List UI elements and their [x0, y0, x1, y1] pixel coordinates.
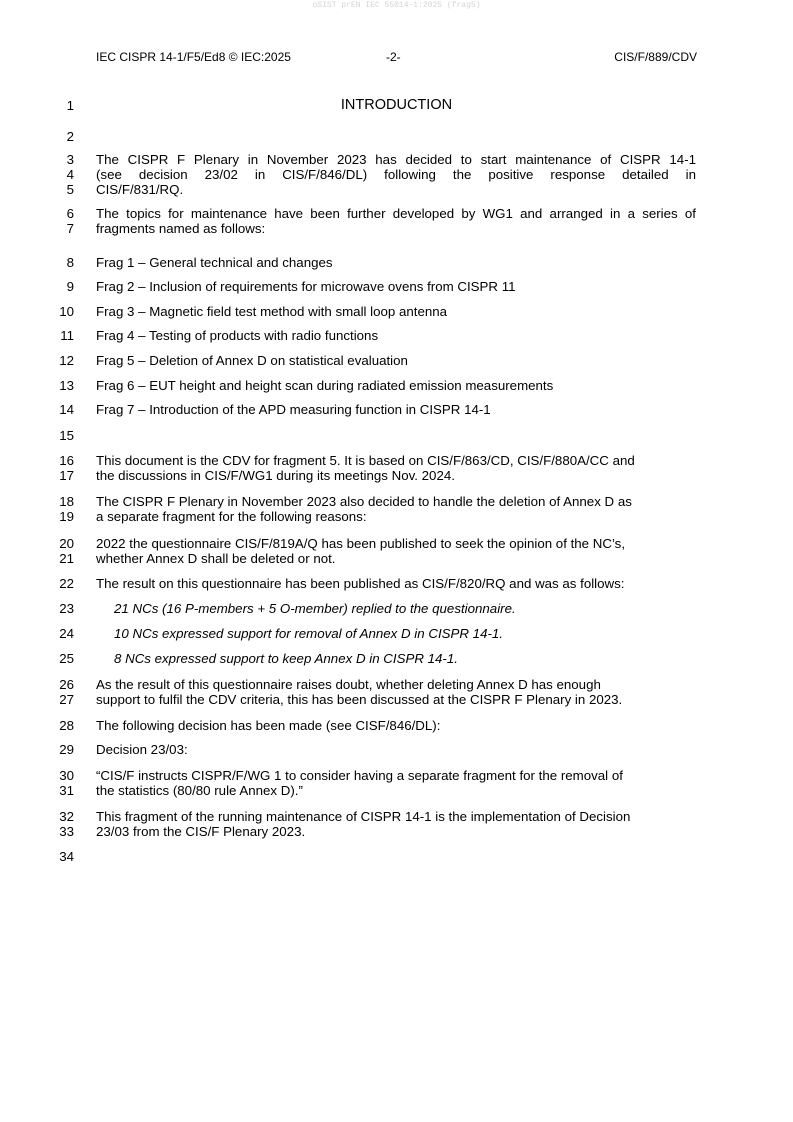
line-number: 15 — [59, 428, 74, 443]
paragraph-line: whether Annex D shall be deleted or not. — [96, 551, 336, 566]
paragraph-line: (see decision 23/02 in CIS/F/846/DL) following the positive response detailed in — [96, 167, 696, 182]
line-number: 7 — [66, 221, 74, 236]
fragment-list-item: Frag 3 – Magnetic field test method with small loop antenna — [96, 304, 448, 319]
watermark: oSIST prEN IEC 55014-1:2025 (frag5) — [312, 1, 481, 10]
line-number: 2 — [66, 129, 74, 144]
line-number: 28 — [59, 718, 74, 733]
line-number: 8 — [66, 255, 74, 270]
line-number: 14 — [59, 402, 74, 417]
paragraph-line: The result on this questionnaire has been published as CIS/F/820/RQ and was as follows: — [96, 576, 625, 591]
line-number: 5 — [66, 182, 74, 197]
line-number: 33 — [59, 824, 74, 839]
line-number: 20 — [59, 536, 74, 551]
line-number: 23 — [59, 601, 74, 616]
line-number: 3 — [66, 152, 74, 167]
line-number: 9 — [66, 279, 74, 294]
fragment-list-item: Frag 7 – Introduction of the APD measuring function in CISPR 14-1 — [96, 402, 491, 417]
fragment-list-item: Frag 6 – EUT height and height scan during radiated emission measurements — [96, 378, 554, 393]
paragraph-line: Decision 23/03: — [96, 742, 188, 757]
line-number: 32 — [59, 809, 74, 824]
paragraph-line: 2022 the questionnaire CIS/F/819A/Q has been published to seek the opinion of the NC’s, — [96, 536, 626, 551]
paragraph-line: support to fulfil the CDV criteria, this has been discussed at the CISPR F Plenary in 2023. — [96, 692, 623, 707]
line-number: 4 — [66, 167, 74, 182]
result-item: 8 NCs expressed support to keep Annex D in CISPR 14-1. — [114, 651, 458, 666]
line-number: 22 — [59, 576, 74, 591]
paragraph-line: The CISPR F Plenary in November 2023 has decided to start maintenance of CISPR 14-1 — [96, 152, 696, 167]
line-number: 30 — [59, 768, 74, 783]
fragment-list-item: Frag 2 – Inclusion of requirements for microwave ovens from CISPR 11 — [96, 279, 516, 294]
line-number: 17 — [59, 468, 74, 483]
line-number: 29 — [59, 742, 74, 757]
paragraph-line: fragments named as follows: — [96, 221, 266, 236]
paragraph-line: CIS/F/831/RQ. — [96, 182, 184, 197]
fragment-list-item: Frag 5 – Deletion of Annex D on statistical evaluation — [96, 353, 408, 368]
line-number: 18 — [59, 494, 74, 509]
header-document-ref: IEC CISPR 14-1/F5/Ed8 © IEC:2025 — [96, 50, 291, 64]
line-number: 21 — [59, 551, 74, 566]
paragraph-line: the discussions in CIS/F/WG1 during its meetings Nov. 2024. — [96, 468, 455, 483]
quote-line: “CIS/F instructs CISPR/F/WG 1 to consider having a separate fragment for the removal of — [96, 768, 623, 783]
result-item: 10 NCs expressed support for removal of Annex D in CISPR 14-1. — [114, 626, 503, 641]
line-number: 16 — [59, 453, 74, 468]
line-number: 10 — [59, 304, 74, 319]
paragraph-line: The CISPR F Plenary in November 2023 also decided to handle the deletion of Annex D as — [96, 494, 632, 509]
fragment-list-item: Frag 1 – General technical and changes — [96, 255, 333, 270]
line-number: 13 — [59, 378, 74, 393]
line-number: 26 — [59, 677, 74, 692]
header-page-number: -2- — [386, 50, 401, 64]
line-number: 12 — [59, 353, 74, 368]
line-number: 27 — [59, 692, 74, 707]
paragraph-line: 23/03 from the CIS/F Plenary 2023. — [96, 824, 306, 839]
line-number: 1 — [66, 98, 74, 113]
quote-line: the statistics (80/80 rule Annex D).” — [96, 783, 303, 798]
line-number: 6 — [66, 206, 74, 221]
section-title: INTRODUCTION — [340, 97, 453, 113]
line-number: 34 — [59, 849, 74, 864]
paragraph-line: As the result of this questionnaire raises doubt, whether deleting Annex D has enough — [96, 677, 601, 692]
paragraph-line: This fragment of the running maintenance of CISPR 14-1 is the implementation of Decision — [96, 809, 631, 824]
header-committee-ref: CIS/F/889/CDV — [614, 50, 697, 64]
line-number: 19 — [59, 509, 74, 524]
paragraph-line: This document is the CDV for fragment 5. It is based on CIS/F/863/CD, CIS/F/880A/CC and — [96, 453, 635, 468]
fragment-list-item: Frag 4 – Testing of products with radio functions — [96, 328, 379, 343]
result-item: 21 NCs (16 P-members + 5 O-member) replied to the questionnaire. — [114, 601, 516, 616]
line-number: 25 — [59, 651, 74, 666]
line-number: 31 — [59, 783, 74, 798]
line-number: 24 — [59, 626, 74, 641]
line-number: 11 — [60, 328, 74, 343]
paragraph-line: The following decision has been made (see CISF/846/DL): — [96, 718, 441, 733]
paragraph-line: The topics for maintenance have been further developed by WG1 and arranged in a series of — [96, 206, 696, 221]
paragraph-line: a separate fragment for the following reasons: — [96, 509, 367, 524]
